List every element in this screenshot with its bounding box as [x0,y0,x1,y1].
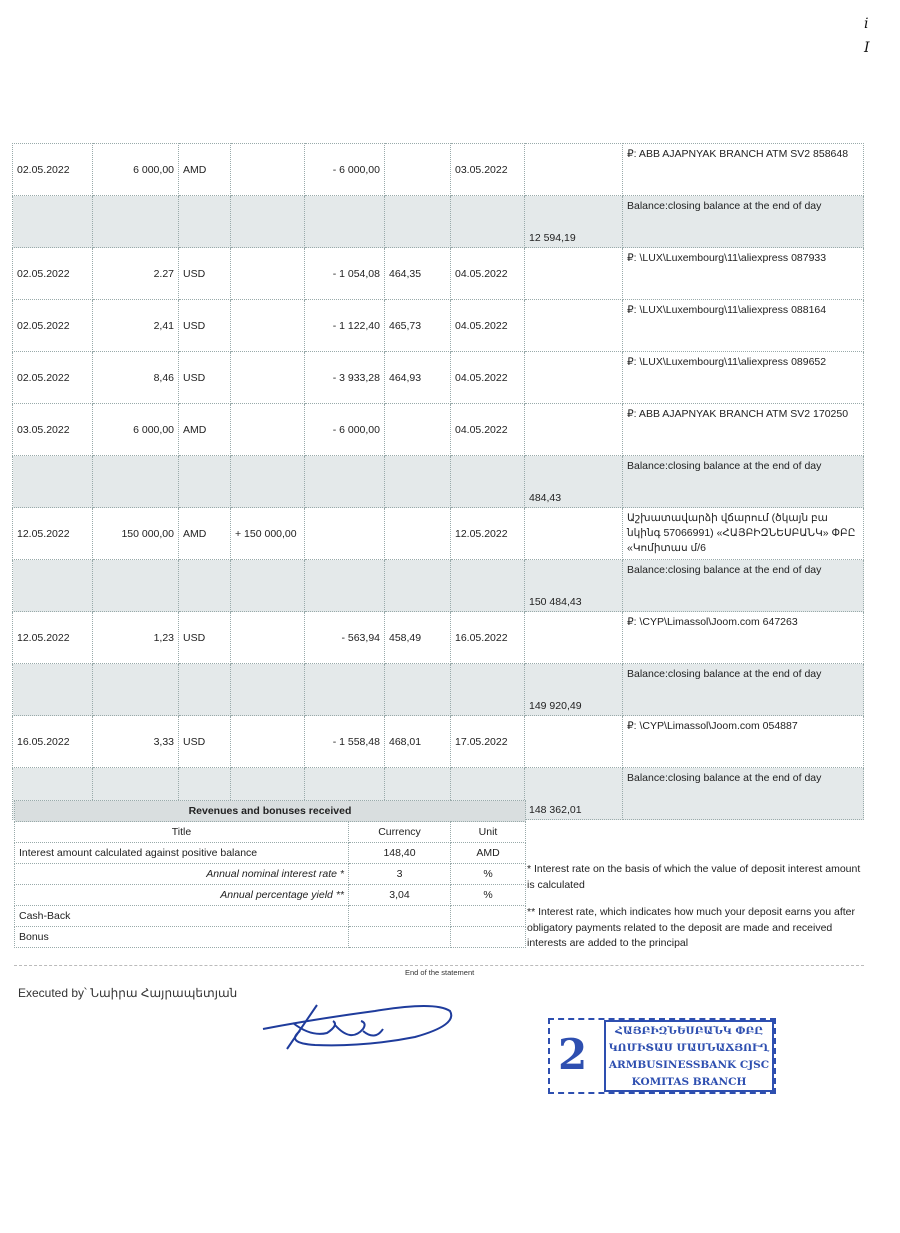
cell-balance [525,144,623,196]
revenue-title: Annual nominal interest rate * [15,864,349,885]
transaction-row [13,612,864,664]
cell-description: Balance:closing balance at the end of day [623,560,864,612]
cell-rate [385,144,451,196]
transaction-row [13,300,864,352]
cell-currency: AMD [179,404,231,456]
transaction-row [13,248,864,300]
cell-date: 12.05.2022 [13,612,93,664]
cell-credit [231,196,305,248]
cell-rate: 458,49 [385,612,451,664]
cell-balance: 149 920,49 [525,664,623,716]
footnotes [527,862,862,964]
cell-balance: 484,43 [525,456,623,508]
cell-debit: - 1 122,40 [305,300,385,352]
cell-value-date: 04.05.2022 [451,404,525,456]
cell-date: 02.05.2022 [13,352,93,404]
cell-description: ₽: \LUX\Luxembourg\11\aliexpress 088164 [623,300,864,352]
revenue-title: Bonus [15,927,349,948]
revenue-value [349,927,451,948]
cell-description: Balance:closing balance at the end of day [623,768,864,820]
cell-rate [385,508,451,560]
cell-value-date: 04.05.2022 [451,248,525,300]
footnote-1: * Interest rate on the basis of which the value of deposit interest amount is calculated [527,863,861,891]
cell-currency: USD [179,716,231,768]
cell-currency [179,560,231,612]
revenue-unit: AMD [451,843,526,864]
cell-rate [385,196,451,248]
revenue-row [15,885,526,906]
cell-credit [231,352,305,404]
cell-debit: - 3 933,28 [305,352,385,404]
cell-description: Balance:closing balance at the end of day [623,456,864,508]
cell-date [13,560,93,612]
column-title: Title [15,822,349,843]
cell-debit [305,560,385,612]
cell-description: ₽: \CYP\Limassol\Joom.com 647263 [623,612,864,664]
revenue-row [15,927,526,948]
cell-description: Balance:closing balance at the end of day [623,664,864,716]
revenue-title: Interest amount calculated against positive balance [15,843,349,864]
signature [255,985,460,1055]
revenue-row [15,906,526,927]
stamp-line: ՀԱՅԲԻԶՆԵՍԲԱՆԿ ՓԲԸ [615,1025,763,1037]
cell-value-date [451,560,525,612]
cell-credit [231,404,305,456]
cell-amount: 2,41 [93,300,179,352]
transactions-table [12,143,864,820]
transaction-row [13,404,864,456]
cell-credit [231,716,305,768]
footnote-2: ** Interest rate, which indicates how much your deposit earns you after obligatory payments related to the deposit are made and received interests are added to the principal [527,906,856,949]
divider [14,965,864,966]
cell-balance: 12 594,19 [525,196,623,248]
cell-currency [179,456,231,508]
cell-amount: 150 000,00 [93,508,179,560]
cell-rate [385,560,451,612]
cell-balance: 150 484,43 [525,560,623,612]
revenue-unit [451,927,526,948]
cell-balance [525,404,623,456]
cell-rate: 464,35 [385,248,451,300]
corner-mark: I [864,40,870,56]
cell-date [13,456,93,508]
cell-amount [93,456,179,508]
cell-date: 02.05.2022 [13,248,93,300]
revenue-value: 3,04 [349,885,451,906]
cell-credit: + 150 000,00 [231,508,305,560]
cell-description: Balance:closing balance at the end of day [623,196,864,248]
cell-rate [385,404,451,456]
cell-value-date: 12.05.2022 [451,508,525,560]
bank-stamp [548,1018,776,1094]
revenue-title: Annual percentage yield ** [15,885,349,906]
balance-row [13,560,864,612]
cell-rate: 464,93 [385,352,451,404]
stamp-line: ARMBUSINESSBANK CJSC [608,1059,770,1071]
stamp-text [604,1020,774,1092]
cell-value-date [451,196,525,248]
cell-date: 02.05.2022 [13,300,93,352]
cell-date [13,196,93,248]
transaction-row [13,352,864,404]
balance-row [13,664,864,716]
cell-balance [525,508,623,560]
transaction-row [13,144,864,196]
cell-rate [385,664,451,716]
cell-debit: - 563,94 [305,612,385,664]
cell-currency: USD [179,248,231,300]
cell-balance [525,352,623,404]
cell-date: 16.05.2022 [13,716,93,768]
cell-debit: - 6 000,00 [305,144,385,196]
cell-date: 03.05.2022 [13,404,93,456]
cell-debit [305,664,385,716]
stamp-number: 2 [558,1030,588,1079]
cell-amount: 3,33 [93,716,179,768]
cell-currency: AMD [179,508,231,560]
revenue-unit: % [451,864,526,885]
cell-rate: 465,73 [385,300,451,352]
cell-amount: 8,46 [93,352,179,404]
cell-amount: 2.27 [93,248,179,300]
revenue-unit: % [451,885,526,906]
cell-date: 12.05.2022 [13,508,93,560]
revenue-title: Cash-Back [15,906,349,927]
cell-date [13,664,93,716]
revenue-value: 3 [349,864,451,885]
cell-currency [179,664,231,716]
cell-value-date [451,664,525,716]
balance-row [13,456,864,508]
cell-currency: USD [179,352,231,404]
cell-amount [93,560,179,612]
cell-description: ₽: ABB AJAPNYAK BRANCH ATM SV2 170250 [623,404,864,456]
cell-credit [231,456,305,508]
cell-credit [231,300,305,352]
cell-currency: USD [179,612,231,664]
revenue-row [15,843,526,864]
cell-amount: 6 000,00 [93,404,179,456]
revenues-table [14,800,526,948]
cell-debit [305,196,385,248]
cell-description: ₽: \LUX\Luxembourg\11\aliexpress 087933 [623,248,864,300]
column-currency: Currency [349,822,451,843]
cell-debit: - 6 000,00 [305,404,385,456]
revenue-value: 148,40 [349,843,451,864]
end-of-statement: End of the statement [405,968,475,977]
cell-credit [231,560,305,612]
cell-balance [525,300,623,352]
cell-amount [93,196,179,248]
revenue-unit [451,906,526,927]
cell-debit [305,508,385,560]
cell-date: 02.05.2022 [13,144,93,196]
cell-debit [305,456,385,508]
cell-value-date: 16.05.2022 [451,612,525,664]
cell-currency: AMD [179,144,231,196]
cell-credit [231,664,305,716]
cell-description: ₽: \CYP\Limassol\Joom.com 054887 [623,716,864,768]
cell-credit [231,144,305,196]
cell-amount: 6 000,00 [93,144,179,196]
cell-balance: 148 362,01 [525,768,623,820]
balance-row [13,196,864,248]
cell-balance [525,716,623,768]
cell-value-date [451,456,525,508]
cell-amount [93,664,179,716]
cell-description: ₽: \LUX\Luxembourg\11\aliexpress 089652 [623,352,864,404]
cell-value-date: 03.05.2022 [451,144,525,196]
revenue-row [15,864,526,885]
cell-credit [231,612,305,664]
corner-marks [864,12,870,60]
transaction-row [13,508,864,560]
column-unit: Unit [451,822,526,843]
cell-balance [525,612,623,664]
cell-value-date: 17.05.2022 [451,716,525,768]
cell-description: Աշխատավարձի վճարում (ծկայն բա նկինգ 57066991) «ՀԱՅԲԻԶՆԵՍԲԱՆԿ» ՓԲԸ «Կոմիտաս մ/6 [623,508,864,560]
cell-debit: - 1 054,08 [305,248,385,300]
corner-mark: i [864,16,869,32]
revenues-heading: Revenues and bonuses received [15,801,526,822]
cell-value-date: 04.05.2022 [451,352,525,404]
cell-description: ₽: ABB AJAPNYAK BRANCH ATM SV2 858648 [623,144,864,196]
cell-currency [179,196,231,248]
cell-balance [525,248,623,300]
revenue-value [349,906,451,927]
stamp-line: ԿՈՄԻՏԱՍ ՄԱՍՆԱՃՅՈՒՂ [608,1042,770,1054]
cell-credit [231,248,305,300]
cell-value-date: 04.05.2022 [451,300,525,352]
transaction-row [13,716,864,768]
cell-debit: - 1 558,48 [305,716,385,768]
stamp-line: KOMITAS BRANCH [631,1076,747,1088]
cell-amount: 1,23 [93,612,179,664]
executed-by: Executed by՝ Նաիրա Հայրապետյան [18,986,238,1000]
cell-rate [385,456,451,508]
cell-currency: USD [179,300,231,352]
cell-rate: 468,01 [385,716,451,768]
